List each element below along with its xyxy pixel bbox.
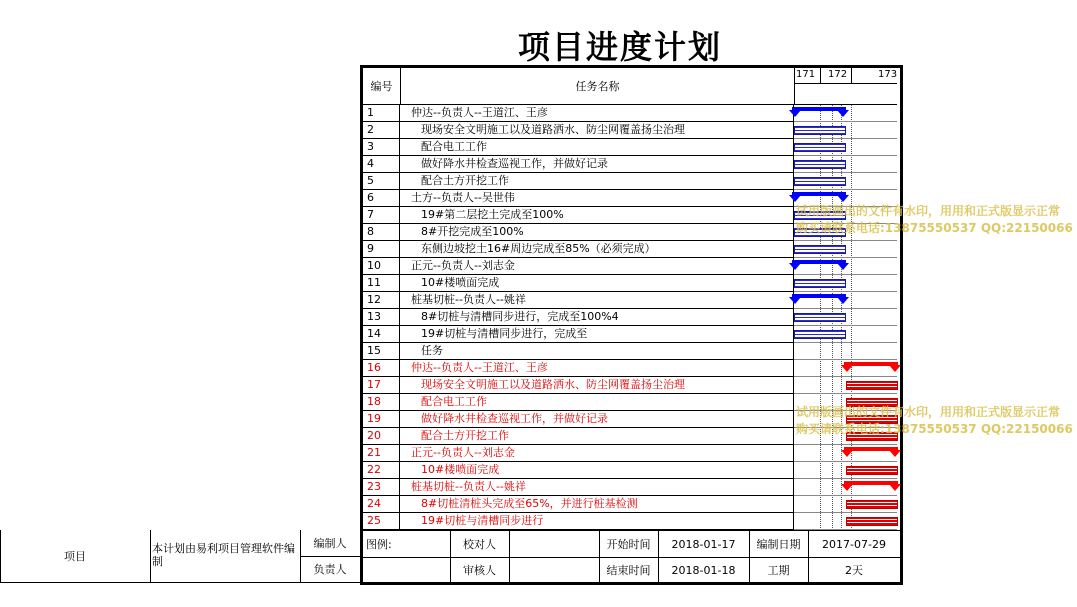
task-number: 17 xyxy=(363,377,400,393)
end-time-label: 结束时间 xyxy=(606,564,651,577)
gantt-row-line xyxy=(794,189,897,190)
gantt-row-line xyxy=(794,342,897,343)
task-number: 12 xyxy=(363,292,400,308)
gantt-row-line xyxy=(794,172,897,173)
day-divider xyxy=(851,68,852,84)
task-name: 桩基切桩--负责人--姚祥 xyxy=(401,479,794,495)
gantt-row-line xyxy=(794,138,897,139)
table-row[interactable] xyxy=(363,241,794,258)
summary-end-marker xyxy=(789,297,801,304)
legend-label: 图例: xyxy=(366,538,392,551)
task-name: 现场安全文明施工以及道路洒水、防尘网覆盖扬尘治理 xyxy=(401,122,794,138)
task-name: 10#楼喷面完成 xyxy=(401,462,794,478)
task-name: 做好降水井检查巡视工作，并做好记录 xyxy=(401,411,794,427)
info-divider xyxy=(0,582,360,583)
trial-watermark: 试用版画出的文件有水印，用用和正式版显示正常 购买请联系电话:13875550537 QQ:22150066 xyxy=(796,405,1073,436)
table-row[interactable] xyxy=(363,462,794,479)
summary-end-marker xyxy=(789,195,801,202)
summary-end-marker xyxy=(837,263,849,270)
table-row[interactable] xyxy=(363,258,794,275)
gantt-timescale xyxy=(794,68,897,105)
task-name: 配合电工工作 xyxy=(401,394,794,410)
timescale-separator xyxy=(794,83,897,84)
task-number: 4 xyxy=(363,156,400,172)
table-row[interactable] xyxy=(363,360,794,377)
summary-end-marker xyxy=(841,484,853,491)
start-time-value: 2018-01-17 xyxy=(671,537,736,551)
task-number: 9 xyxy=(363,241,400,257)
compile-date-value: 2017-07-29 xyxy=(822,537,886,551)
task-name: 正元--负责人--刘志金 xyxy=(401,258,794,274)
gantt-row-line xyxy=(794,376,897,377)
info-divider xyxy=(150,530,151,582)
task-name: 8#切桩清桩头完成至65%，并进行桩基检测 xyxy=(401,496,794,512)
gantt-row-line xyxy=(794,461,897,462)
task-number: 16 xyxy=(363,360,400,376)
table-row[interactable] xyxy=(363,496,794,513)
table-row[interactable] xyxy=(363,156,794,173)
gantt-chart xyxy=(794,105,897,530)
table-row[interactable] xyxy=(363,326,794,343)
task-number: 22 xyxy=(363,462,400,478)
gantt-row-line xyxy=(794,359,897,360)
task-bar[interactable] xyxy=(846,466,898,475)
task-number: 15 xyxy=(363,343,400,359)
gantt-row-line xyxy=(794,444,897,445)
task-number: 19 xyxy=(363,411,400,427)
schedule-footer xyxy=(363,530,900,583)
table-row[interactable] xyxy=(363,207,794,224)
header-task-name: 任务名称 xyxy=(401,68,795,105)
gantt-row-line xyxy=(794,155,897,156)
task-number: 18 xyxy=(363,394,400,410)
gantt-row-line xyxy=(794,240,897,241)
task-bar[interactable] xyxy=(794,330,846,339)
task-bar[interactable] xyxy=(846,381,898,390)
start-time-label: 开始时间 xyxy=(606,538,651,551)
table-row[interactable] xyxy=(363,445,794,462)
owner-label: 负责人 xyxy=(313,563,347,576)
table-row[interactable] xyxy=(363,224,794,241)
task-number: 10 xyxy=(363,258,400,274)
table-row[interactable] xyxy=(363,513,794,530)
task-number: 20 xyxy=(363,428,400,444)
task-number: 24 xyxy=(363,496,400,512)
task-bar[interactable] xyxy=(794,126,846,135)
schedule-grid xyxy=(363,68,900,530)
task-number: 7 xyxy=(363,207,400,223)
gantt-row-line xyxy=(794,478,897,479)
task-name: 东侧边坡挖土16#周边完成至85%（必须完成） xyxy=(401,241,794,257)
duration-value: 2天 xyxy=(845,564,863,577)
task-number: 11 xyxy=(363,275,400,291)
task-number: 1 xyxy=(363,105,400,121)
end-time-value: 2018-01-18 xyxy=(671,563,736,577)
task-name: 正元--负责人--刘志金 xyxy=(401,445,794,461)
day-label: 171 xyxy=(796,69,816,80)
software-note: 本计划由易利项目管理软件编制 xyxy=(152,542,295,568)
table-row[interactable] xyxy=(363,394,794,411)
gantt-row-line xyxy=(794,325,897,326)
task-bar[interactable] xyxy=(846,517,898,526)
task-number: 5 xyxy=(363,173,400,189)
task-number: 8 xyxy=(363,224,400,240)
task-number: 23 xyxy=(363,479,400,495)
gantt-row-line xyxy=(794,393,897,394)
task-name: 配合土方开挖工作 xyxy=(401,428,794,444)
checker-label: 校对人 xyxy=(463,538,496,551)
summary-end-marker xyxy=(889,450,901,457)
summary-end-marker xyxy=(889,365,901,372)
table-row[interactable] xyxy=(363,122,794,139)
summary-end-marker xyxy=(789,110,801,117)
task-bar[interactable] xyxy=(846,500,898,509)
footer-col-divider xyxy=(509,531,510,583)
task-name: 8#切桩与清槽同步进行，完成至100%4 xyxy=(401,309,794,325)
day-divider xyxy=(820,68,821,84)
table-row[interactable] xyxy=(363,139,794,156)
task-bar[interactable] xyxy=(794,143,846,152)
task-name: 8#开挖完成至100% xyxy=(401,224,794,240)
task-number: 13 xyxy=(363,309,400,325)
summary-end-marker xyxy=(889,484,901,491)
project-label: 项目 xyxy=(64,550,86,563)
task-name: 做好降水井检查巡视工作，并做好记录 xyxy=(401,156,794,172)
gantt-row-line xyxy=(794,512,897,513)
task-number: 6 xyxy=(363,190,400,206)
table-row[interactable] xyxy=(363,428,794,445)
task-name: 19#切桩与清槽同步进行 xyxy=(401,513,794,529)
compiler-label: 编制人 xyxy=(313,537,347,550)
gantt-row-line xyxy=(794,257,897,258)
task-number: 14 xyxy=(363,326,400,342)
gantt-row-line xyxy=(794,121,897,122)
task-name: 19#切桩与清槽同步进行，完成至 xyxy=(401,326,794,342)
task-name: 配合电工工作 xyxy=(401,139,794,155)
task-name: 任务 xyxy=(401,343,794,359)
table-row[interactable] xyxy=(363,190,794,207)
table-row[interactable] xyxy=(363,292,794,309)
summary-end-marker xyxy=(841,365,853,372)
task-number: 21 xyxy=(363,445,400,461)
task-name: 10#楼喷面完成 xyxy=(401,275,794,291)
summary-end-marker xyxy=(837,110,849,117)
summary-end-marker xyxy=(837,195,849,202)
table-row[interactable] xyxy=(363,411,794,428)
page-title: 项目进度计划 xyxy=(517,28,722,66)
task-name: 仲达--负责人--王道江、王彦 xyxy=(401,360,794,376)
header-number: 编号 xyxy=(363,68,401,105)
task-number: 2 xyxy=(363,122,400,138)
info-block xyxy=(0,530,360,582)
table-row[interactable] xyxy=(363,309,794,326)
summary-end-marker xyxy=(841,450,853,457)
table-row[interactable] xyxy=(363,275,794,292)
gantt-row-line xyxy=(794,308,897,309)
summary-end-marker xyxy=(837,297,849,304)
task-bar[interactable] xyxy=(794,177,846,186)
task-name: 19#第二层挖土完成至100% xyxy=(401,207,794,223)
table-row[interactable] xyxy=(363,173,794,190)
trial-watermark: 试用版画出的文件有水印，用用和正式版显示正常 购买请联系电话:13875550537 QQ:22150066 xyxy=(796,204,1073,235)
gantt-row-line xyxy=(794,274,897,275)
gantt-row-line xyxy=(794,495,897,496)
task-name: 现场安全文明施工以及道路洒水、防尘网覆盖扬尘治理 xyxy=(401,377,794,393)
compile-date-label: 编制日期 xyxy=(756,538,801,551)
task-bar[interactable] xyxy=(794,245,846,254)
summary-end-marker xyxy=(789,263,801,270)
reviewer-label: 审核人 xyxy=(463,564,496,577)
task-bar[interactable] xyxy=(794,160,846,169)
task-name: 仲达--负责人--王道江、王彦 xyxy=(401,105,794,121)
task-name: 桩基切桩--负责人--姚祥 xyxy=(401,292,794,308)
duration-label: 工期 xyxy=(767,564,790,577)
task-name: 配合土方开挖工作 xyxy=(401,173,794,189)
task-number: 25 xyxy=(363,513,400,529)
task-bar[interactable] xyxy=(794,279,846,288)
table-row[interactable] xyxy=(363,343,794,360)
day-label: 173 xyxy=(878,69,898,80)
day-label: 172 xyxy=(828,69,848,80)
task-number: 3 xyxy=(363,139,400,155)
table-row[interactable] xyxy=(363,377,794,394)
task-bar[interactable] xyxy=(794,313,846,322)
task-name: 土方--负责人--吴世伟 xyxy=(401,190,794,206)
table-row[interactable] xyxy=(363,105,794,122)
table-row[interactable] xyxy=(363,479,794,496)
gantt-row-line xyxy=(794,291,897,292)
